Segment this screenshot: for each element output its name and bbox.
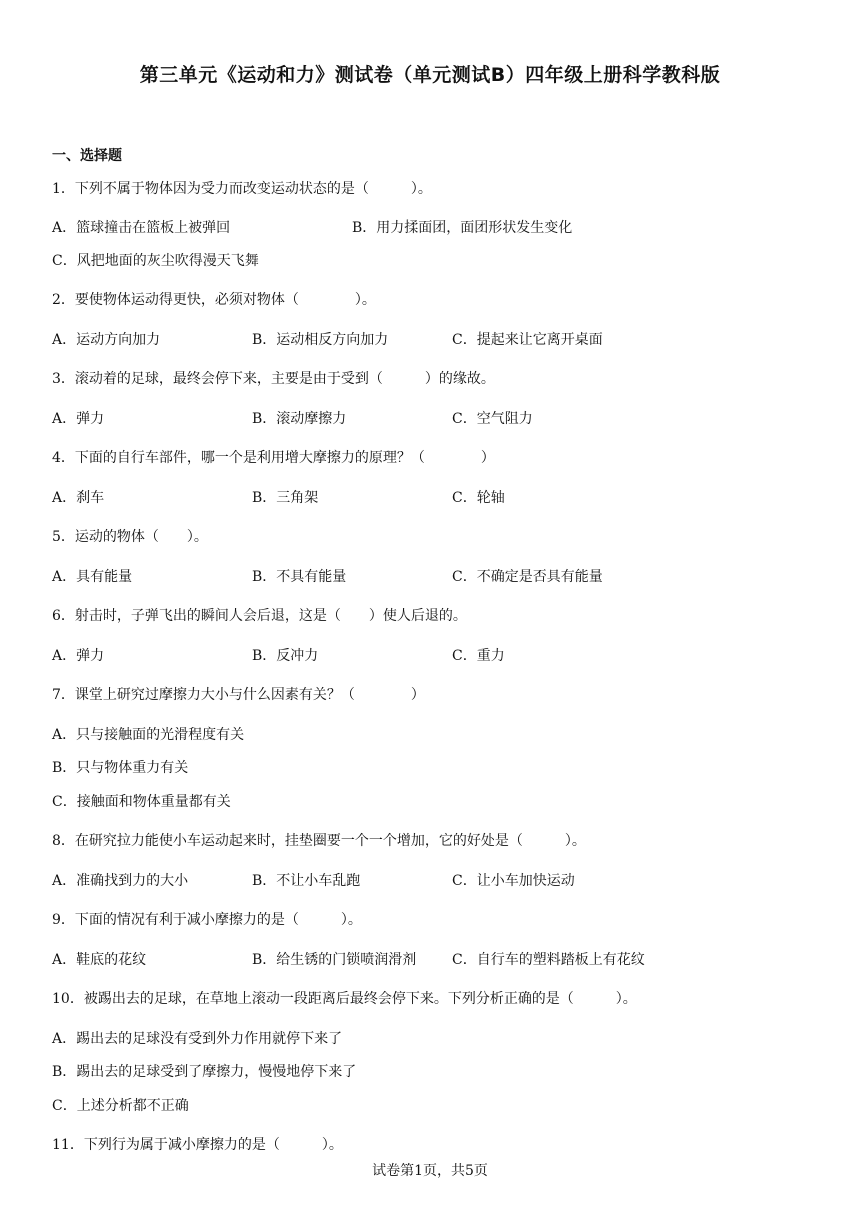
page-footer: 试卷第1页，共5页 — [372, 1163, 488, 1179]
q9-option-a: A．鞋底的花纹 — [52, 952, 147, 968]
q3-option-a: A．弹力 — [52, 411, 105, 427]
q3-option-c: C．空气阻力 — [452, 411, 533, 427]
q8-option-a: A．准确找到力的大小 — [52, 873, 189, 889]
question-1: 1．下列不属于物体因为受力而改变运动状态的是（ ）。 — [52, 181, 432, 197]
question-4: 4．下面的自行车部件，哪一个是利用增大摩擦力的原理？（ ） — [52, 450, 495, 466]
q7-option-b: B．只与物体重力有关 — [52, 760, 189, 776]
q2-option-c: C．提起来让它离开桌面 — [452, 332, 603, 348]
section-heading: 一、选择题 — [52, 148, 122, 164]
q9-option-c: C．自行车的塑料踏板上有花纹 — [452, 952, 645, 968]
q7-option-c: C．接触面和物体重量都有关 — [52, 794, 231, 810]
question-9: 9．下面的情况有利于减小摩擦力的是（ ）。 — [52, 912, 362, 928]
q6-option-a: A．弹力 — [52, 648, 105, 664]
q1-option-a: A．篮球撞击在篮板上被弹回 — [52, 220, 231, 236]
q1-option-b: B．用力揉面团，面团形状发生变化 — [352, 220, 573, 236]
q2-option-a: A．运动方向加力 — [52, 332, 161, 348]
question-8: 8．在研究拉力能使小车运动起来时，挂垫圈要一个一个增加，它的好处是（ ）。 — [52, 833, 586, 849]
question-11: 11．下列行为属于减小摩擦力的是（ ）。 — [52, 1137, 343, 1153]
question-6: 6．射击时，子弹飞出的瞬间人会后退，这是（ ）使人后退的。 — [52, 608, 467, 624]
q5-option-a: A．具有能量 — [52, 569, 133, 585]
q10-option-b: B．踢出去的足球受到了摩擦力，慢慢地停下来了 — [52, 1064, 357, 1080]
q10-option-a: A．踢出去的足球没有受到外力作用就停下来了 — [52, 1031, 343, 1047]
q6-option-c: C．重力 — [452, 648, 505, 664]
q4-option-b: B．三角架 — [252, 490, 319, 506]
document-title: 第三单元《运动和力》测试卷（单元测试B）四年级上册科学教科版 — [139, 64, 721, 86]
question-2: 2．要使物体运动得更快，必须对物体（ ）。 — [52, 292, 376, 308]
q4-option-c: C．轮轴 — [452, 490, 505, 506]
q6-option-b: B．反冲力 — [252, 648, 319, 664]
q5-option-b: B．不具有能量 — [252, 569, 347, 585]
q5-option-c: C．不确定是否具有能量 — [452, 569, 603, 585]
q2-option-b: B．运动相反方向加力 — [252, 332, 389, 348]
question-3: 3．滚动着的足球，最终会停下来，主要是由于受到（ ）的缘故。 — [52, 371, 495, 387]
question-5: 5．运动的物体（ ）。 — [52, 529, 208, 545]
q3-option-b: B．滚动摩擦力 — [252, 411, 347, 427]
q8-option-b: B．不让小车乱跑 — [252, 873, 361, 889]
question-10: 10．被踢出去的足球，在草地上滚动一段距离后最终会停下来。下列分析正确的是（ ）。 — [52, 991, 637, 1007]
q4-option-a: A．刹车 — [52, 490, 105, 506]
q10-option-c: C．上述分析都不正确 — [52, 1098, 189, 1114]
question-7: 7．课堂上研究过摩擦力大小与什么因素有关？（ ） — [52, 687, 425, 703]
q7-option-a: A．只与接触面的光滑程度有关 — [52, 727, 245, 743]
q1-option-c: C．风把地面的灰尘吹得漫天飞舞 — [52, 253, 259, 269]
q9-option-b: B．给生锈的门锁喷润滑剂 — [252, 952, 417, 968]
q8-option-c: C．让小车加快运动 — [452, 873, 575, 889]
